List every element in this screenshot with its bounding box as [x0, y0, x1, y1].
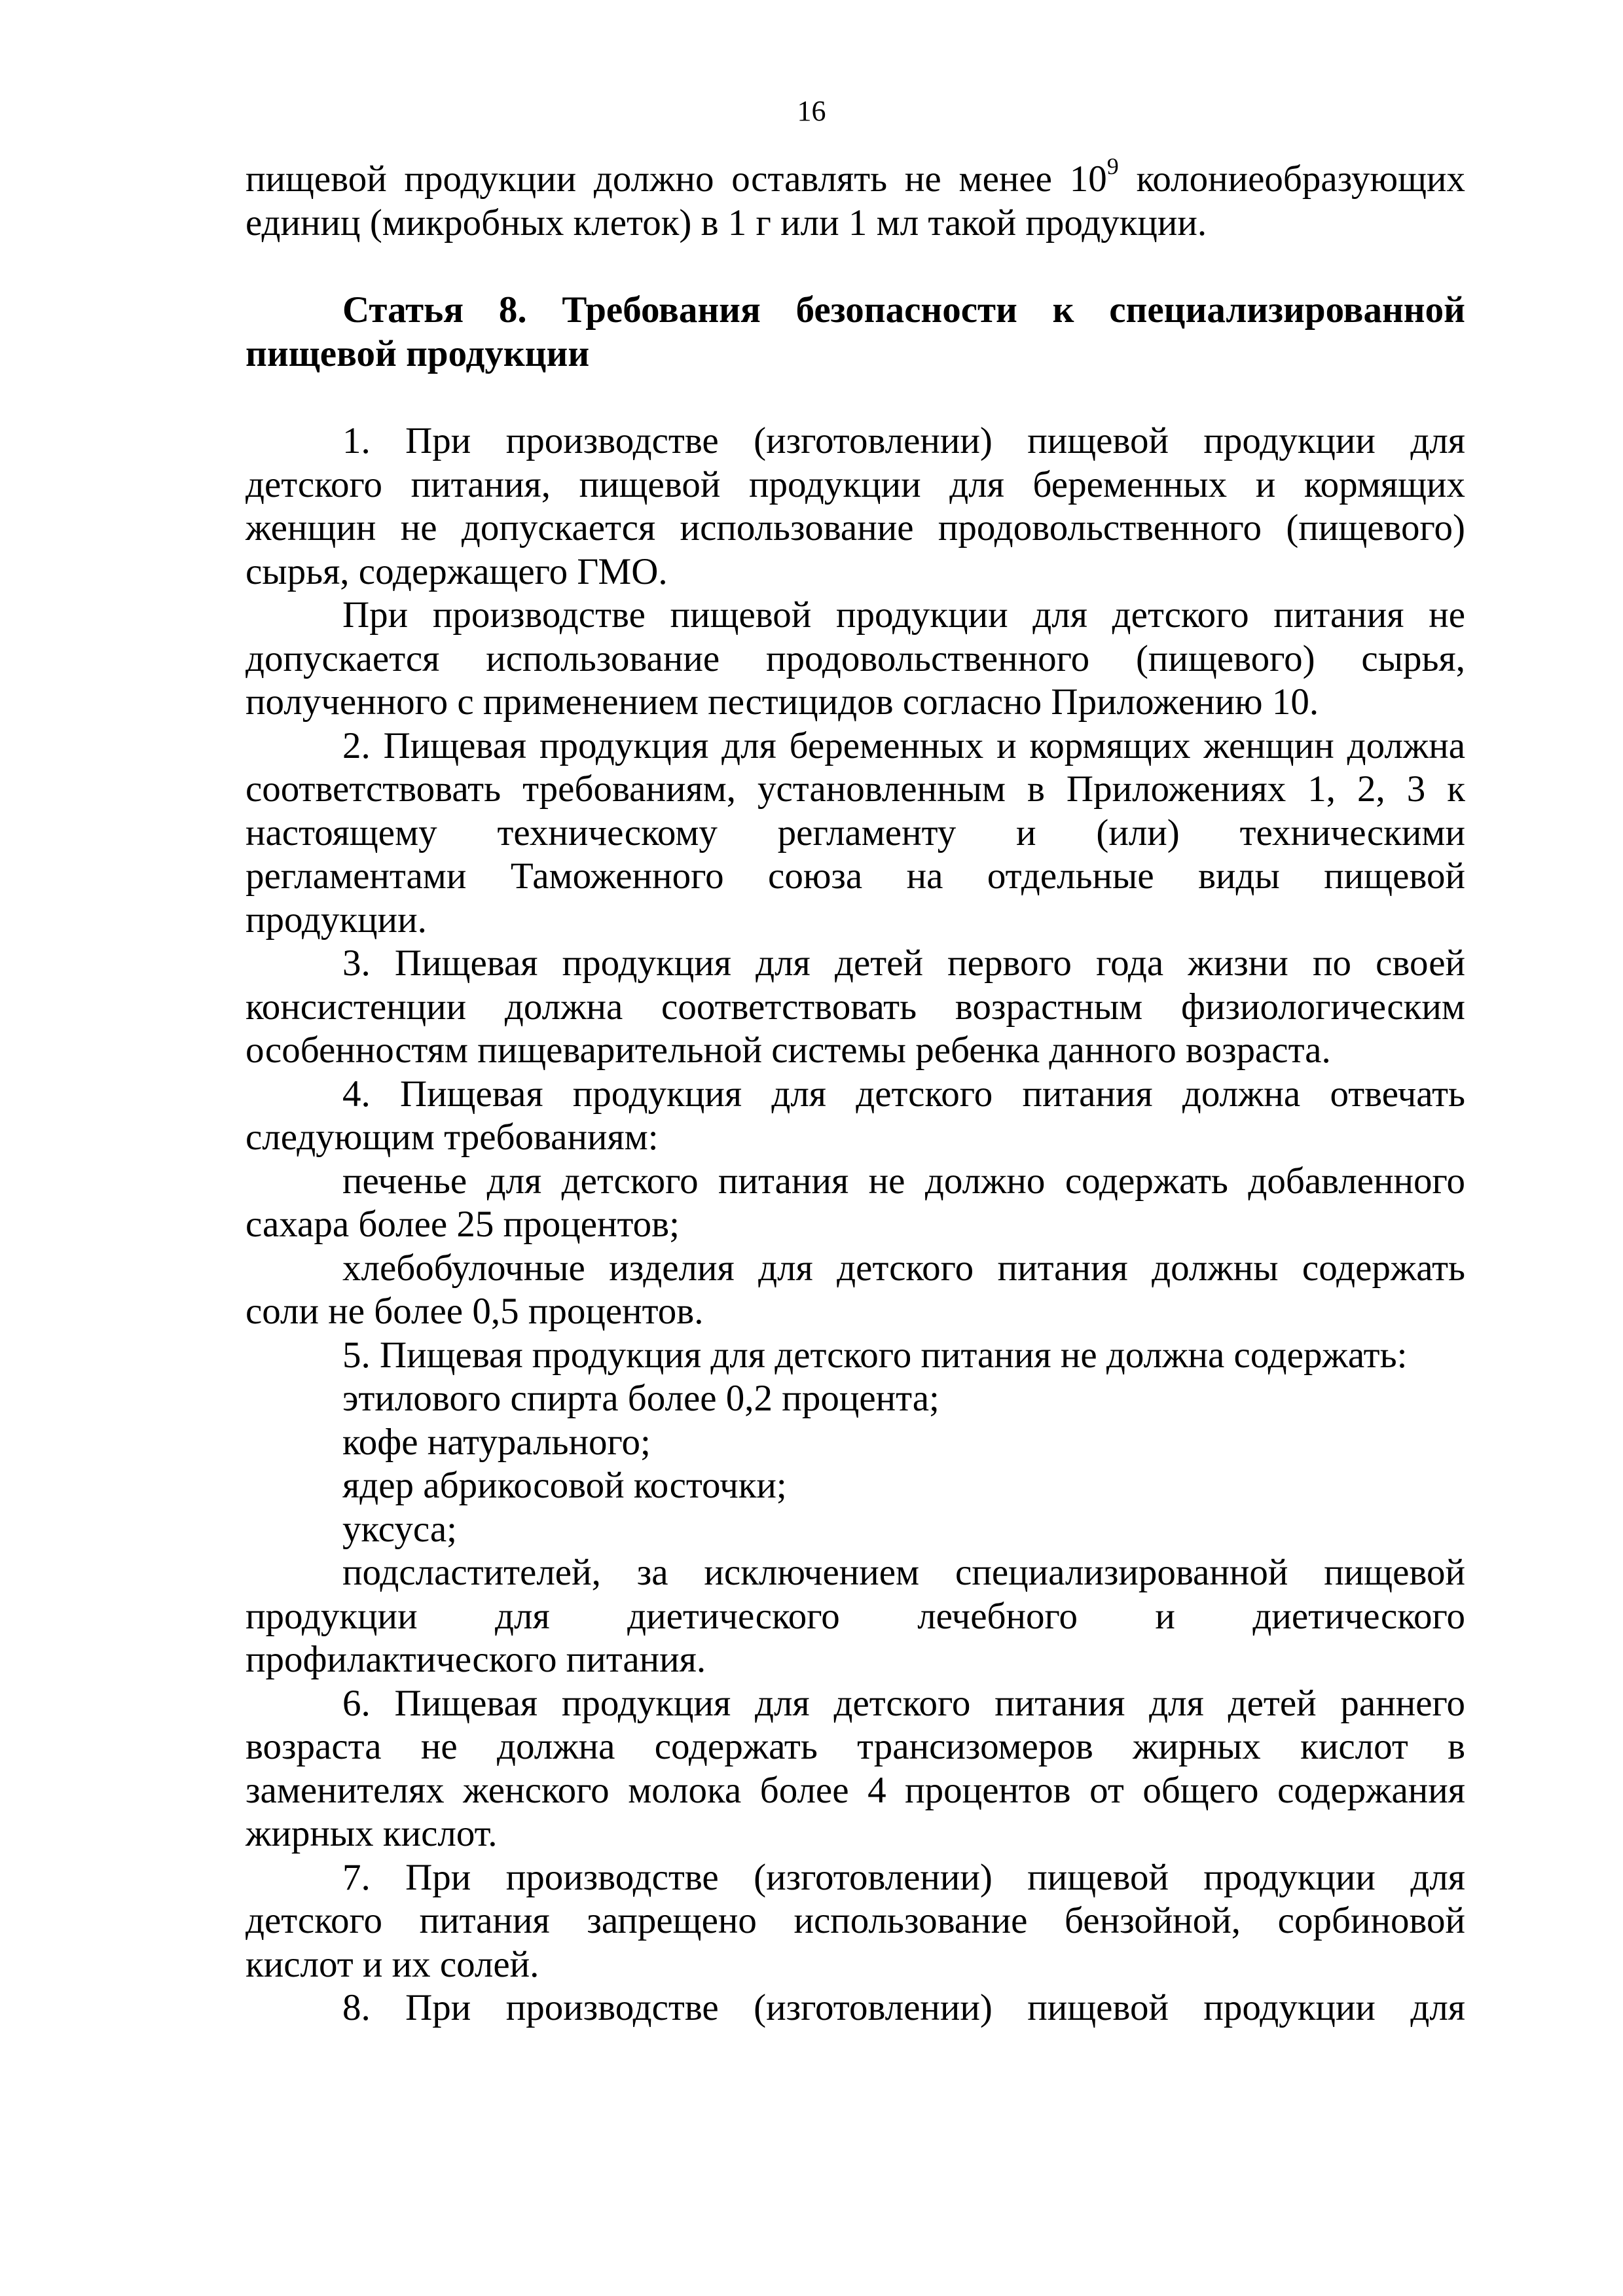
text-line: уксуса;: [342, 1508, 457, 1550]
text-line: следующим требованиям:: [246, 1117, 659, 1158]
continuation-paragraph: [246, 153, 1465, 245]
text-line: При производстве пищевой продукции для детского питания не: [342, 594, 1465, 636]
article-heading: [246, 289, 1465, 376]
text-line: подсластителей, за исключением специализированной пищевой: [342, 1552, 1465, 1593]
continuation-text-b: колониеобразующих: [1118, 158, 1465, 200]
text-line: кислот и их солей.: [246, 1943, 539, 1985]
text-line: женщин не допускается использование продовольственного (пищевого): [246, 507, 1465, 548]
text-line: сырья, содержащего ГМО.: [246, 550, 668, 592]
text-line: 1. При производстве (изготовлении) пищевой продукции для: [342, 420, 1465, 461]
text-line: 2. Пищевая продукция для беременных и кормящих женщин должна: [342, 725, 1465, 766]
text-line: полученного с применением пестицидов согласно Приложению 10.: [246, 681, 1319, 723]
text-line: соответствовать требованиям, установленным в Приложениях 1, 2, 3 к: [246, 768, 1465, 810]
text-line: возраста не должна содержать трансизомеров жирных кислот в: [246, 1726, 1465, 1767]
text-line: хлебобулочные изделия для детского питания должны содержать: [342, 1247, 1465, 1289]
text-line: 5. Пищевая продукция для детского питания не должна содержать:: [342, 1334, 1408, 1376]
article-body: [246, 420, 1465, 2030]
text-line: печенье для детского питания не должно содержать добавленного: [342, 1160, 1465, 1202]
page-number: 16: [797, 95, 826, 127]
article-heading-line-1: Статья 8. Требования безопасности к специализированной: [342, 289, 1465, 331]
text-line: 3. Пищевая продукция для детей первого года жизни по своей: [342, 942, 1465, 984]
text-line: продукции.: [246, 899, 427, 941]
text-line: 8. При производстве (изготовлении) пищевой продукции для: [342, 1987, 1465, 2028]
text-line: детского питания запрещено использование бензойной, сорбиновой: [246, 1900, 1465, 1941]
text-line: регламентами Таможенного союза на отдельные виды пищевой: [246, 855, 1465, 897]
text-line: ядер абрикосовой косточки;: [342, 1465, 787, 1506]
text-line: допускается использование продовольственного (пищевого) сырья,: [246, 637, 1465, 679]
text-line: жирных кислот.: [246, 1813, 498, 1854]
text-line: кофе натурального;: [342, 1421, 651, 1463]
text-line: настоящему техническому регламенту и (или) техническими: [246, 812, 1465, 853]
text-line: консистенции должна соответствовать возрастным физиологическим: [246, 986, 1465, 1028]
text-line: заменителях женского молока более 4 процентов от общего содержания: [246, 1769, 1465, 1811]
text-line: сахара более 25 процентов;: [246, 1204, 680, 1245]
text-line: продукции для диетического лечебного и диетического: [246, 1595, 1465, 1637]
text-line: особенностям пищеварительной системы ребенка данного возраста.: [246, 1030, 1331, 1071]
text-line: детского питания, пищевой продукции для беременных и кормящих: [246, 463, 1465, 505]
text-line: профилактического питания.: [246, 1639, 706, 1680]
continuation-text-a: пищевой продукции должно оставлять не менее 10: [246, 158, 1107, 200]
continuation-line-1: [246, 153, 1465, 202]
continuation-line-2: единиц (микробных клеток) в 1 г или 1 мл такой продукции.: [246, 202, 1207, 243]
exponent: 9: [1106, 153, 1119, 179]
text-line: 4. Пищевая продукция для детского питания должна отвечать: [342, 1073, 1465, 1115]
text-line: 7. При производстве (изготовлении) пищевой продукции для: [342, 1856, 1465, 1898]
article-heading-line-2: пищевой продукции: [246, 332, 590, 374]
text-line: 6. Пищевая продукция для детского питания для детей раннего: [342, 1682, 1465, 1724]
text-line: соли не более 0,5 процентов.: [246, 1291, 704, 1332]
text-line: этилового спирта более 0,2 процента;: [342, 1378, 939, 1419]
